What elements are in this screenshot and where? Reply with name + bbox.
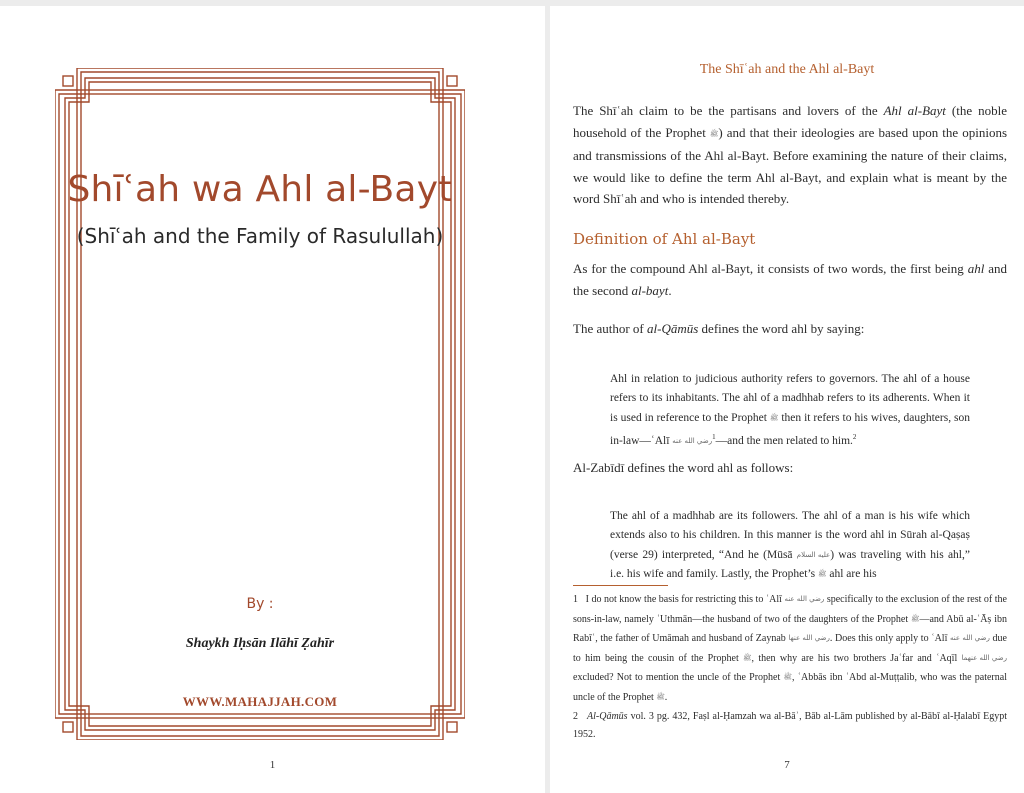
book-title: Shīʿah wa Ahl al-Bayt: [67, 169, 453, 210]
qamus-quote: Ahl in relation to judicious authority refers to governors. The ahl of a house refers to its inhabitants. The ahl of a madhhab refers to its adherents. When it is used in reference to the Prophet ﷺ then it refers to his wives, daughters, son in-law—ʿAlī رضي الله عنه$^1$—and the men related to him.$^2$: [610, 370, 970, 452]
definition-paragraph: As for the compound Ahl al-Bayt, it consists of two words, the first being ahl and the second al-bayt.: [573, 261, 1007, 298]
book-subtitle: (Shīʿah and the Family of Rasulullah): [76, 224, 444, 248]
zabidi-intro-line: Al-Zabīdī defines the word ahl as follows:: [573, 460, 794, 475]
by-label: By :: [246, 596, 274, 612]
page-number-right: 7: [784, 759, 790, 771]
honorific-ali: رضي الله عنه: [672, 436, 713, 445]
cover-page: [0, 6, 545, 793]
website-link[interactable]: WWW.MAHAJJAH.COM: [182, 694, 338, 709]
content-page: [550, 6, 1024, 793]
footnotes: [573, 590, 1007, 745]
footnote-ref-1[interactable]: 1: [712, 433, 716, 441]
qamus-intro-line: The author of al-Qāmūs defines the word ahl by saying:: [573, 321, 865, 336]
honorific-prophet: ﷺ: [769, 413, 779, 422]
honorific-prophet: ﷺ: [709, 129, 719, 138]
author-name: Shaykh Iḥsān Ilāhī Ẓahīr: [185, 636, 335, 651]
footnote-divider: [573, 585, 668, 586]
footnote-ref-2[interactable]: 2: [852, 433, 857, 441]
honorific-prophet: ﷺ: [818, 570, 827, 578]
page-number-left: 1: [269, 759, 276, 771]
chapter-title: The Shīʿah and the Ahl al-Bayt: [699, 62, 875, 77]
honorific-musa: عليه السلام: [796, 550, 831, 559]
section-heading: Definition of Ahl al-Bayt: [573, 230, 756, 248]
footnote-2: 2 Al-Qāmūs vol. 3 pg. 432, Faṣl al-Ḥamzah wa al-Bāʾ, Bāb al-Lām published by al-Bābī al-Ḥalabī Egypt 1952.: [573, 710, 1007, 741]
zabidi-quote: The ahl of a madhhab are its followers. The ahl of a man is his wife which extends also to his children. In this manner is the word ahl in Sūrah al-Qaṣaṣ (verse 29) interpreted, “And he (Mūsā عليه السلام) was traveling with his ahl,” i.e. his wife and family. Lastly, the Prophet’s ﷺ ahl are his: [610, 507, 970, 585]
intro-paragraph: The Shīʿah claim to be the partisans and lovers of the Ahl al-Bayt (the noble household of the Prophet ﷺ) and that their ideologies are based upon the opinions and transmissions of the Ahl al-Bayt. Before examining the nature of their claims, we would like to define the term Ahl al-Bayt, and explain what is meant by the word Shīʿah and who is intended thereby.: [573, 103, 1008, 206]
footnote-1: 1 I do not know the basis for restricting this to ʿAlī رضي الله عنه specifically to the exclusion of the rest of the sons-in-law, namely ʿUthmān—the husband of two of the daughters of the Prophet ﷺ—and Abū al-ʿĀṣ ibn Rabīʿ, the father of Umāmah and husband of Zaynab رضي الله عنها. Does this only apply to ʿAlī رضي الله عنه due to him being the cousin of the Prophet ﷺ, then why are his two brothers Jaʿfar and ʿAqīl رضي الله عنهما excluded? Not to mention the uncle of the Prophet ﷺ, ʿAbbās ibn ʿAbd al-Muṭṭalib, who was the paternal uncle of the Prophet ﷺ.: [573, 594, 1007, 703]
